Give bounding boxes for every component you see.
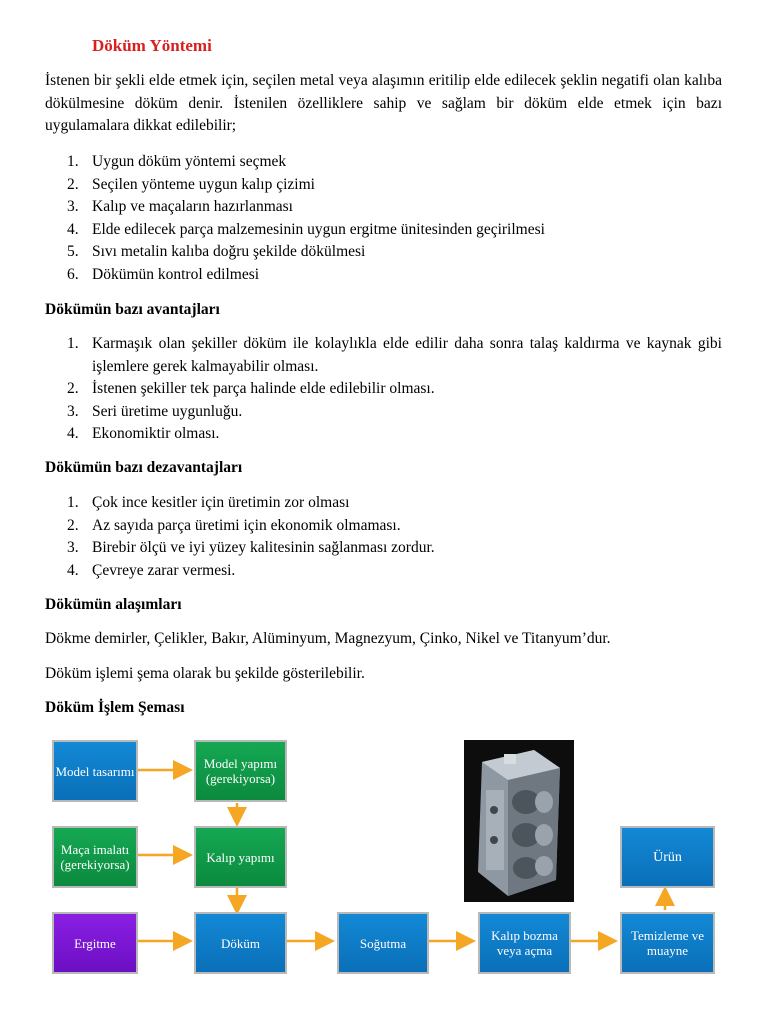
list-number: 3. <box>67 539 79 557</box>
box-product: Ürün <box>620 826 715 888</box>
advantage-item <box>67 378 722 401</box>
list-number: 1. <box>67 494 79 511</box>
advantage-item <box>67 423 722 446</box>
box-model-design: Model tasarımı <box>52 740 138 802</box>
list-number: 1. <box>67 153 79 170</box>
list-item-text: Seçilen yönteme uygun kalıp çizimi <box>92 175 315 193</box>
list-number: 2. <box>67 516 79 534</box>
list-number: 4. <box>67 220 79 238</box>
list-number: 2. <box>67 380 79 398</box>
advantage-item <box>67 333 722 378</box>
disadvantages-list <box>67 492 722 582</box>
disadvantages-heading: Dökümün bazı dezavantajları <box>45 459 243 476</box>
step-item <box>67 151 722 174</box>
box-cooling: Soğutma <box>337 912 429 974</box>
advantages-list <box>67 333 722 446</box>
list-item-text: Dökümün kontrol edilmesi <box>92 265 260 283</box>
list-number: 5. <box>67 243 79 261</box>
engine-block-image <box>464 740 574 902</box>
list-number: 6. <box>67 265 79 283</box>
intro-paragraph: İstenen bir şekli elde etmek için, seçilen metal veya alaşımın eritilip elde edilecek şeklin negatifi olan kalıba dökülmesine döküm denir. İstenilen özelliklere sahip ve sağlam bir döküm elde etmek için bazı uygulamalara dikkat edilebilir; <box>45 72 722 134</box>
step-item <box>67 196 722 219</box>
cast-part-photo <box>464 740 574 902</box>
box-model-making: Model yapımı (gerekiyorsa) <box>194 740 287 802</box>
list-item-text: Ekonomiktir olması. <box>92 425 220 443</box>
disadvantage-item <box>67 515 722 538</box>
list-number: 3. <box>67 198 79 216</box>
step-item <box>67 264 722 287</box>
list-number: 1. <box>67 335 79 352</box>
list-item-text: Sıvı metalin kalıba doğru şekilde dökülmesi <box>92 243 366 261</box>
box-mold-making: Kalıp yapımı <box>194 826 287 888</box>
box-casting: Döküm <box>194 912 287 974</box>
box-melting: Ergitme <box>52 912 138 974</box>
alloys-text: Dökme demirler, Çelikler, Bakır, Alüminyum, Magnezyum, Çinko, Nikel ve Titanyum’dur. <box>45 630 611 647</box>
step-item <box>67 241 722 264</box>
step-item <box>67 219 722 242</box>
box-cleaning: Temizleme ve muayne <box>620 912 715 974</box>
page-title: Döküm Yöntemi <box>92 36 212 55</box>
disadvantage-item <box>67 560 722 583</box>
list-item-text: Az sayıda parça üretimi için ekonomik olmaması. <box>92 516 401 534</box>
disadvantage-item <box>67 537 722 560</box>
list-item-text: Uygun döküm yöntemi seçmek <box>92 153 287 170</box>
list-item-text: Birebir ölçü ve iyi yüzey kalitesinin sağlanması zordur. <box>92 539 435 557</box>
list-item-text: Elde edilecek parça malzemesinin uygun ergitme ünitesinden geçirilmesi <box>92 220 545 238</box>
scheme-intro: Döküm işlemi şema olarak bu şekilde gösterilebilir. <box>45 665 365 682</box>
disadvantage-item <box>67 492 722 515</box>
list-item-text: Çok ince kesitler için üretimin zor olması <box>92 494 350 511</box>
list-number: 3. <box>67 402 79 420</box>
advantages-heading: Dökümün bazı avantajları <box>45 301 220 318</box>
steps-list <box>67 151 722 287</box>
alloys-heading: Dökümün alaşımları <box>45 596 182 613</box>
list-item-text: Karmaşık olan şekiller döküm ile kolaylıkla elde edilir daha sonra talaş kaldırma ve kaynak gibi işlemlere gerek kalmayabilir olması. <box>92 335 722 375</box>
box-core-making: Maça imalatı (gerekiyorsa) <box>52 826 138 888</box>
box-mold-breaking: Kalıp bozma veya açma <box>478 912 571 974</box>
scheme-heading: Döküm İşlem Şeması <box>45 699 185 716</box>
list-item-text: Seri üretime uygunluğu. <box>92 402 243 420</box>
list-item-text: İstenen şekiller tek parça halinde elde edilebilir olması. <box>92 380 435 398</box>
list-number: 4. <box>67 425 79 443</box>
list-item-text: Kalıp ve maçaların hazırlanması <box>92 198 293 216</box>
list-number: 4. <box>67 561 79 579</box>
list-number: 2. <box>67 175 79 193</box>
advantage-item <box>67 401 722 424</box>
list-item-text: Çevreye zarar vermesi. <box>92 561 236 579</box>
step-item <box>67 174 722 197</box>
